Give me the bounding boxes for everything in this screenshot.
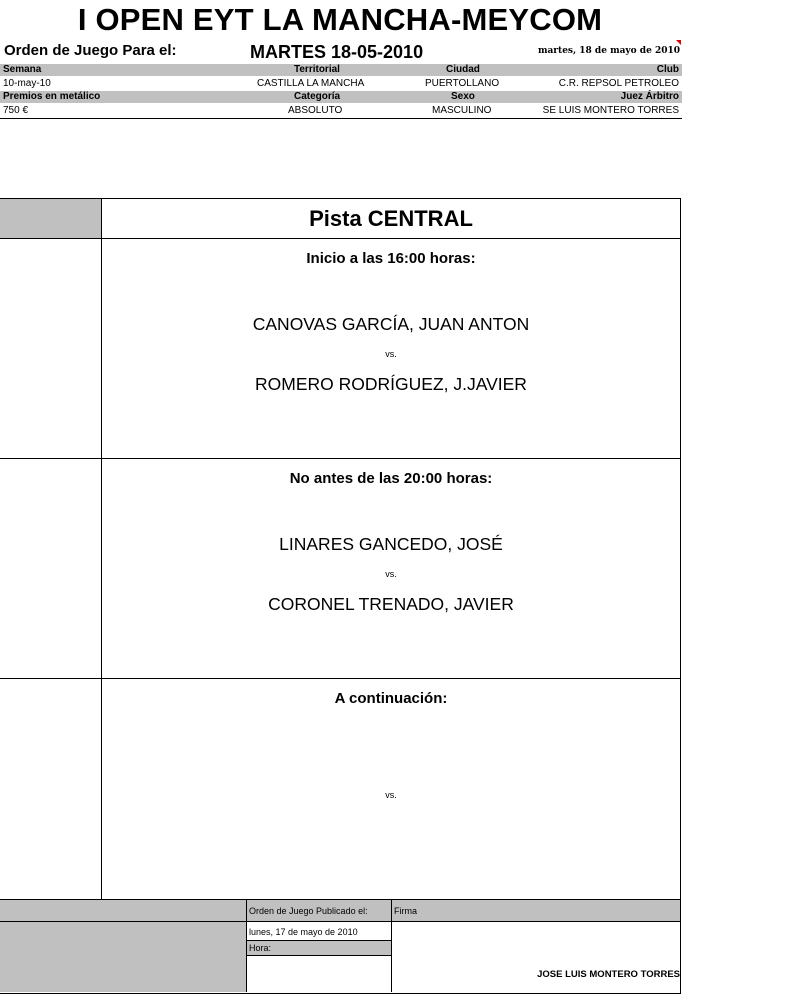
value-ciudad: PUERTOLLANO — [425, 78, 500, 89]
footer-gray-cell-bottom — [0, 922, 246, 992]
match-1-time: Inicio a las 16:00 horas: — [306, 250, 476, 267]
value-semana: 10-may-10 — [3, 78, 51, 89]
footer-divider-left — [246, 900, 247, 992]
match-1-player-1: CANOVAS GARCÍA, JUAN ANTON — [252, 314, 530, 334]
firma-label: Firma — [394, 906, 417, 916]
match-2-player-2: CORONEL TRENADO, JAVIER — [268, 594, 514, 614]
footer-row-divider — [0, 921, 681, 922]
value-juez: SE LUIS MONTERO TORRES — [542, 105, 679, 116]
info-header-row-2 — [0, 91, 682, 103]
match-2-vs: vs. — [385, 569, 397, 579]
value-categoria: ABSOLUTO — [288, 105, 343, 116]
value-sexo: MASCULINO — [432, 105, 492, 116]
comment-marker-icon — [676, 40, 681, 45]
match-1-vs: vs. — [385, 349, 397, 359]
match-2-time: No antes de las 20:00 horas: — [289, 470, 493, 487]
hora-label: Hora: — [249, 943, 272, 953]
published-date: lunes, 17 de mayo de 2010 — [249, 927, 358, 937]
match-divider-2 — [0, 678, 681, 679]
label-ciudad: Ciudad — [446, 64, 480, 75]
value-territorial: CASTILLA LA MANCHA — [257, 78, 365, 89]
info-value-row-1 — [0, 77, 682, 90]
hora-divider — [247, 955, 391, 956]
order-of-play-label: Orden de Juego Para el: — [4, 42, 177, 59]
label-premios: Premios en metálico — [3, 91, 101, 102]
value-club: C.R. REPSOL PETROLEO — [558, 78, 679, 89]
match-3-vs: vs. — [385, 790, 397, 800]
match-3-time: A continuación: — [334, 690, 448, 707]
footer-gray-cell-top — [0, 900, 246, 921]
label-categoria: Categoría — [294, 91, 341, 102]
match-1-player-2: ROMERO RODRÍGUEZ, J.JAVIER — [255, 374, 527, 394]
match-2-player-1: LINARES GANCEDO, JOSÉ — [279, 534, 503, 554]
court-header-divider — [0, 238, 681, 239]
label-territorial: Territorial — [294, 64, 340, 75]
published-date-divider — [247, 940, 391, 941]
tournament-title: I OPEN EYT LA MANCHA-MEYCOM — [77, 2, 603, 37]
order-of-play-date: MARTES 18-05-2010 — [250, 42, 424, 62]
label-semana: Semana — [3, 64, 42, 75]
value-premios: 750 € — [3, 105, 29, 116]
label-sexo: Sexo — [451, 91, 475, 102]
match-divider-1 — [0, 458, 681, 459]
label-club: Club — [656, 64, 679, 75]
court-name: Pista CENTRAL — [309, 206, 473, 231]
info-header-row-1 — [0, 64, 682, 76]
court-label-gray-cell — [0, 199, 101, 238]
header-divider — [0, 118, 682, 119]
label-juez: Juez Árbitro — [620, 91, 679, 102]
info-value-row-2 — [0, 104, 682, 117]
signer-name: JOSE LUIS MONTERO TORRES — [537, 969, 680, 980]
current-date: martes, 18 de mayo de 2010 — [537, 46, 680, 56]
published-label: Orden de Juego Publicado el: — [249, 906, 368, 916]
